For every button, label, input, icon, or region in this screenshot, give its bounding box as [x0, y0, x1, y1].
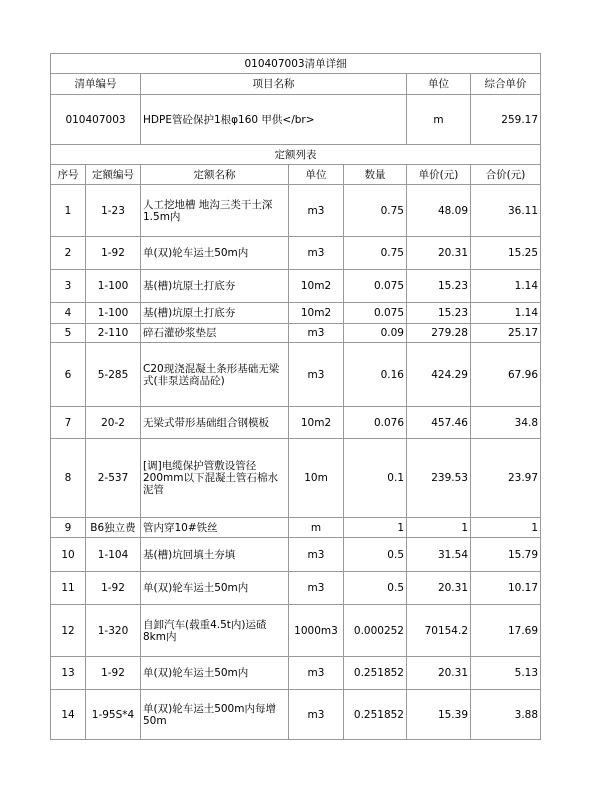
row-unit: m3	[289, 185, 344, 237]
row-unit: m3	[289, 237, 344, 270]
row-price: 48.09	[407, 185, 471, 237]
table-row	[51, 538, 541, 572]
row-seq: 7	[51, 407, 86, 439]
row-quota-code: 1-104	[86, 538, 141, 572]
quota-name-header: 定额名称	[141, 165, 289, 185]
row-quota-code: B6独立费	[86, 518, 141, 538]
row-total: 5.13	[471, 657, 541, 690]
row-price: 15.39	[407, 690, 471, 740]
row-quota-code: 1-320	[86, 605, 141, 657]
row-total: 10.17	[471, 572, 541, 605]
row-price: 1	[407, 518, 471, 538]
row-price: 31.54	[407, 538, 471, 572]
row-total: 23.97	[471, 439, 541, 518]
total-header: 合价(元)	[471, 165, 541, 185]
row-quota-name: 基(槽)坑回填土夯填	[141, 538, 289, 572]
quota-code-header: 定额编号	[86, 165, 141, 185]
row-quota-name: 管内穿10#铁丝	[141, 518, 289, 538]
row-total: 17.69	[471, 605, 541, 657]
row-quota-code: 1-23	[86, 185, 141, 237]
row-quota-name: 单(双)轮车运土500m内每增50m	[141, 690, 289, 740]
row-seq: 2	[51, 237, 86, 270]
row-price: 457.46	[407, 407, 471, 439]
row-price: 279.28	[407, 324, 471, 343]
row-total: 1.14	[471, 270, 541, 303]
row-seq: 3	[51, 270, 86, 303]
row-price: 424.29	[407, 343, 471, 407]
bill-unit-header: 单位	[407, 74, 471, 95]
row-unit: 10m2	[289, 303, 344, 324]
table-row	[51, 185, 541, 237]
row-quota-name: 无梁式带形基础组合钢模板	[141, 407, 289, 439]
row-quota-code: 1-92	[86, 572, 141, 605]
row-unit: m3	[289, 690, 344, 740]
bill-code: 010407003	[51, 95, 141, 145]
row-unit: m	[289, 518, 344, 538]
row-seq: 13	[51, 657, 86, 690]
row-qty: 0.5	[344, 572, 407, 605]
table-row	[51, 518, 541, 538]
row-quota-code: 1-100	[86, 303, 141, 324]
table-row	[51, 657, 541, 690]
row-unit: m3	[289, 572, 344, 605]
bill-name: HDPE管砼保护1根φ160 甲供</br>	[141, 95, 407, 145]
row-quota-code: 20-2	[86, 407, 141, 439]
price-header: 单价(元)	[407, 165, 471, 185]
bill-header-row	[51, 74, 541, 95]
row-seq: 11	[51, 572, 86, 605]
row-total: 34.8	[471, 407, 541, 439]
row-qty: 1	[344, 518, 407, 538]
row-qty: 0.076	[344, 407, 407, 439]
row-seq: 4	[51, 303, 86, 324]
row-quota-name: 单(双)轮车运土50m内	[141, 572, 289, 605]
row-seq: 9	[51, 518, 86, 538]
row-qty: 0.000252	[344, 605, 407, 657]
seq-header: 序号	[51, 165, 86, 185]
row-quota-code: 1-100	[86, 270, 141, 303]
bill-unit: m	[407, 95, 471, 145]
row-qty: 0.09	[344, 324, 407, 343]
row-qty: 0.1	[344, 439, 407, 518]
table-row	[51, 439, 541, 518]
row-quota-code: 1-92	[86, 657, 141, 690]
row-unit: m3	[289, 324, 344, 343]
row-quota-name: 单(双)轮车运土50m内	[141, 657, 289, 690]
row-quota-name: 基(槽)坑原土打底夯	[141, 270, 289, 303]
row-total: 3.88	[471, 690, 541, 740]
table-row	[51, 303, 541, 324]
row-total: 15.79	[471, 538, 541, 572]
table-row	[51, 572, 541, 605]
row-price: 70154.2	[407, 605, 471, 657]
unit-header: 单位	[289, 165, 344, 185]
row-seq: 12	[51, 605, 86, 657]
table-row	[51, 343, 541, 407]
row-qty: 0.251852	[344, 690, 407, 740]
row-qty: 0.5	[344, 538, 407, 572]
row-total: 67.96	[471, 343, 541, 407]
table-row	[51, 237, 541, 270]
row-quota-code: 2-110	[86, 324, 141, 343]
table-row	[51, 324, 541, 343]
table-row	[51, 690, 541, 740]
row-seq: 8	[51, 439, 86, 518]
bill-price-header: 综合单价	[471, 74, 541, 95]
row-unit: 10m2	[289, 407, 344, 439]
row-quota-code: 1-92	[86, 237, 141, 270]
row-seq: 10	[51, 538, 86, 572]
row-price: 239.53	[407, 439, 471, 518]
row-seq: 14	[51, 690, 86, 740]
bill-code-header: 清单编号	[51, 74, 141, 95]
row-price: 20.31	[407, 237, 471, 270]
row-total: 15.25	[471, 237, 541, 270]
row-quota-code: 2-537	[86, 439, 141, 518]
quota-rows	[51, 185, 541, 740]
row-price: 20.31	[407, 657, 471, 690]
row-qty: 0.75	[344, 185, 407, 237]
row-quota-name: 单(双)轮车运土50m内	[141, 237, 289, 270]
row-quota-name: 人工挖地槽 地沟三类干土深1.5m内	[141, 185, 289, 237]
quota-header-row	[51, 165, 541, 185]
row-price: 20.31	[407, 572, 471, 605]
row-quota-name: [调]电缆保护管敷设管径200mm以下混凝土管石棉水泥管	[141, 439, 289, 518]
row-unit: 10m2	[289, 270, 344, 303]
row-seq: 1	[51, 185, 86, 237]
row-total: 1	[471, 518, 541, 538]
row-price: 15.23	[407, 303, 471, 324]
row-price: 15.23	[407, 270, 471, 303]
row-unit: m3	[289, 538, 344, 572]
quota-list-title: 定额列表	[51, 145, 541, 165]
row-qty: 0.075	[344, 303, 407, 324]
table-row	[51, 270, 541, 303]
table-row	[51, 407, 541, 439]
table-title: 010407003清单详细	[51, 54, 541, 74]
row-quota-name: C20现浇混凝土条形基础无梁式(非泵送商品砼)	[141, 343, 289, 407]
row-total: 25.17	[471, 324, 541, 343]
row-qty: 0.16	[344, 343, 407, 407]
row-quota-name: 基(槽)坑原土打底夯	[141, 303, 289, 324]
table-row	[51, 605, 541, 657]
bill-unit-price: 259.17	[471, 95, 541, 145]
row-quota-name: 自卸汽车(载重4.5t内)运碴8km内	[141, 605, 289, 657]
row-quota-code: 5-285	[86, 343, 141, 407]
row-qty: 0.251852	[344, 657, 407, 690]
bill-detail-table	[50, 53, 541, 740]
row-qty: 0.075	[344, 270, 407, 303]
bill-row	[51, 95, 541, 145]
row-total: 36.11	[471, 185, 541, 237]
row-seq: 5	[51, 324, 86, 343]
row-unit: 1000m3	[289, 605, 344, 657]
bill-name-header: 项目名称	[141, 74, 407, 95]
row-unit: 10m	[289, 439, 344, 518]
row-unit: m3	[289, 657, 344, 690]
row-total: 1.14	[471, 303, 541, 324]
row-quota-code: 1-95S*4	[86, 690, 141, 740]
row-seq: 6	[51, 343, 86, 407]
row-qty: 0.75	[344, 237, 407, 270]
row-unit: m3	[289, 343, 344, 407]
qty-header: 数量	[344, 165, 407, 185]
row-quota-name: 碎石灌砂浆垫层	[141, 324, 289, 343]
